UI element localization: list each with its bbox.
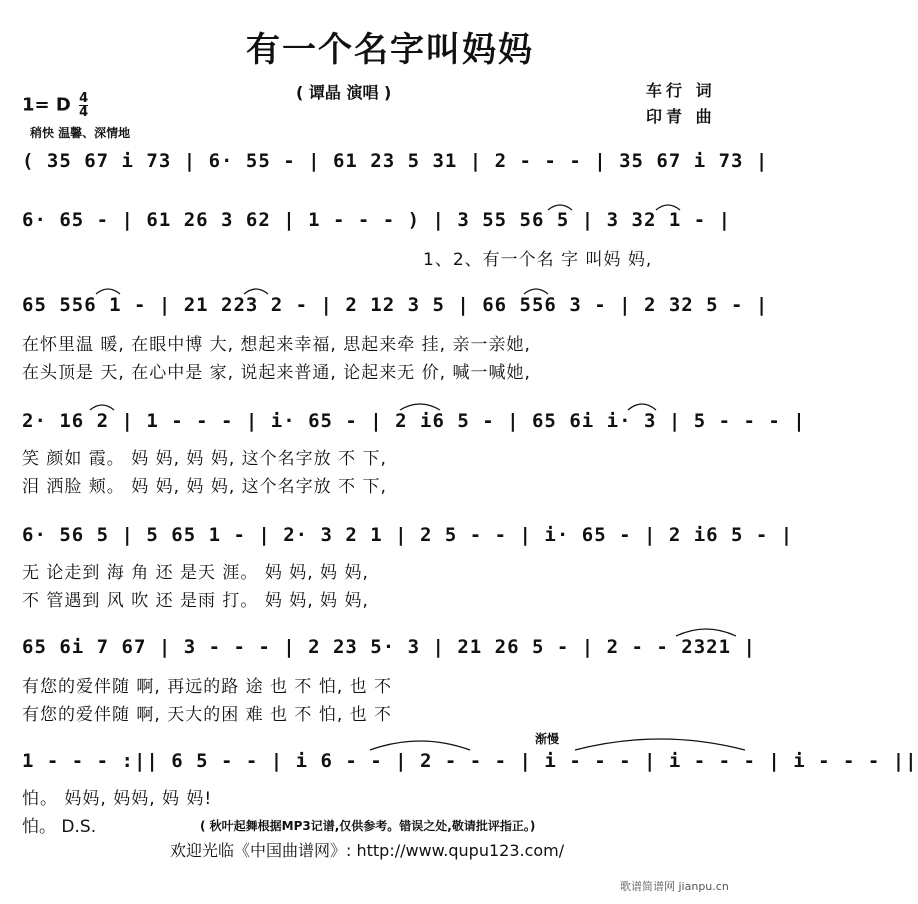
lyricist-credit: 车行 词: [646, 81, 716, 100]
lyric-row-4-line-2: 泪 洒脸 颊。 妈 妈, 妈 妈, 这个名字放 不 下,: [22, 477, 387, 497]
slur-mark: [524, 289, 548, 294]
slur-mark: [90, 405, 114, 410]
lyric-row-3-line-1: 在怀里温 暖, 在眼中博 大, 想起来幸福, 思起来牵 挂, 亲一亲她,: [22, 335, 531, 355]
lyric-row-5-line-2: 不 管遇到 风 吹 还 是雨 打。 妈 妈, 妈 妈,: [22, 591, 369, 611]
slur-mark: [575, 739, 745, 750]
slur-mark: [400, 404, 440, 410]
lyric-row-6-line-1: 有您的爱伴随 啊, 再远的路 途 也 不 怕, 也 不: [22, 677, 393, 697]
lyric-row-7-line-1: 怕。 妈妈, 妈妈, 妈 妈!: [22, 789, 213, 809]
notation-row-2: 6· 65 - | 61 26 3 62 | 1 - - - ) | 3 55 56 5 | 3 32 1 - |: [22, 209, 732, 231]
time-top: 4: [79, 91, 89, 106]
notation-row-3: 65 556 1 - | 21 223 2 - | 2 12 3 5 | 66 556 3 - | 2 32 5 - |: [22, 294, 769, 316]
lyric-row-6-line-2: 有您的爱伴随 啊, 天大的困 难 也 不 怕, 也 不: [22, 705, 393, 725]
watermark: 歌谱简谱网 jianpu.cn: [620, 880, 729, 893]
ds-marking: 怕。 D.S.: [22, 817, 97, 837]
slur-mark: [244, 289, 268, 294]
key-label: 1= D: [22, 94, 71, 116]
slur-mark: [656, 205, 680, 210]
notation-row-4: 2· 16 2 | 1 - - - | i· 65 - | 2 i6 5 - | 65 6i i· 3 | 5 - - - |: [22, 410, 806, 432]
slur-mark: [628, 404, 656, 410]
lyric-row-5-line-1: 无 论走到 海 角 还 是天 涯。 妈 妈, 妈 妈,: [22, 563, 369, 583]
slur-mark: [548, 205, 572, 210]
time-bottom: 4: [79, 105, 89, 120]
page-title: 有一个名字叫妈妈: [246, 30, 534, 70]
composer-credit: 印青 曲: [646, 107, 716, 126]
slur-mark: [676, 629, 736, 636]
notation-row-1: ( 35 67 i 73 | 6· 55 - | 61 23 5 31 | 2 - - - | 35 67 i 73 |: [22, 150, 769, 172]
tempo-marking: 稍快 温馨、深情地: [30, 126, 131, 140]
site-footer: 欢迎光临《中国曲谱网》: http://www.qupu123.com/: [170, 841, 565, 860]
lyric-row-2-line-1: 1、2、有一个名 字 叫妈 妈,: [423, 250, 653, 270]
notation-row-5: 6· 56 5 | 5 65 1 - | 2· 3 2 1 | 2 5 - - | i· 65 - | 2 i6 5 - |: [22, 524, 794, 546]
slur-mark: [96, 289, 120, 294]
lyric-row-3-line-2: 在头顶是 天, 在心中是 家, 说起来普通, 论起来无 价, 喊一喊她,: [22, 363, 531, 383]
slur-mark: [370, 741, 470, 750]
singer-label: ( 谭晶 演唱 ): [296, 83, 392, 102]
notation-row-6: 65 6i 7 67 | 3 - - - | 2 23 5· 3 | 21 26 5 - | 2 - - 2321 |: [22, 636, 756, 658]
notation-row-7: 1 - - - :|| 6 5 - - | i 6 - - | 2 - - - | i - - - | i - - - | i - - - ||: [22, 750, 918, 772]
ritardando-marking: 渐慢: [535, 732, 560, 746]
transcription-note: ( 秋叶起舞根据MP3记谱,仅供参考。错误之处,敬请批评指正。): [200, 819, 536, 833]
lyric-row-4-line-1: 笑 颜如 霞。 妈 妈, 妈 妈, 这个名字放 不 下,: [22, 449, 387, 469]
